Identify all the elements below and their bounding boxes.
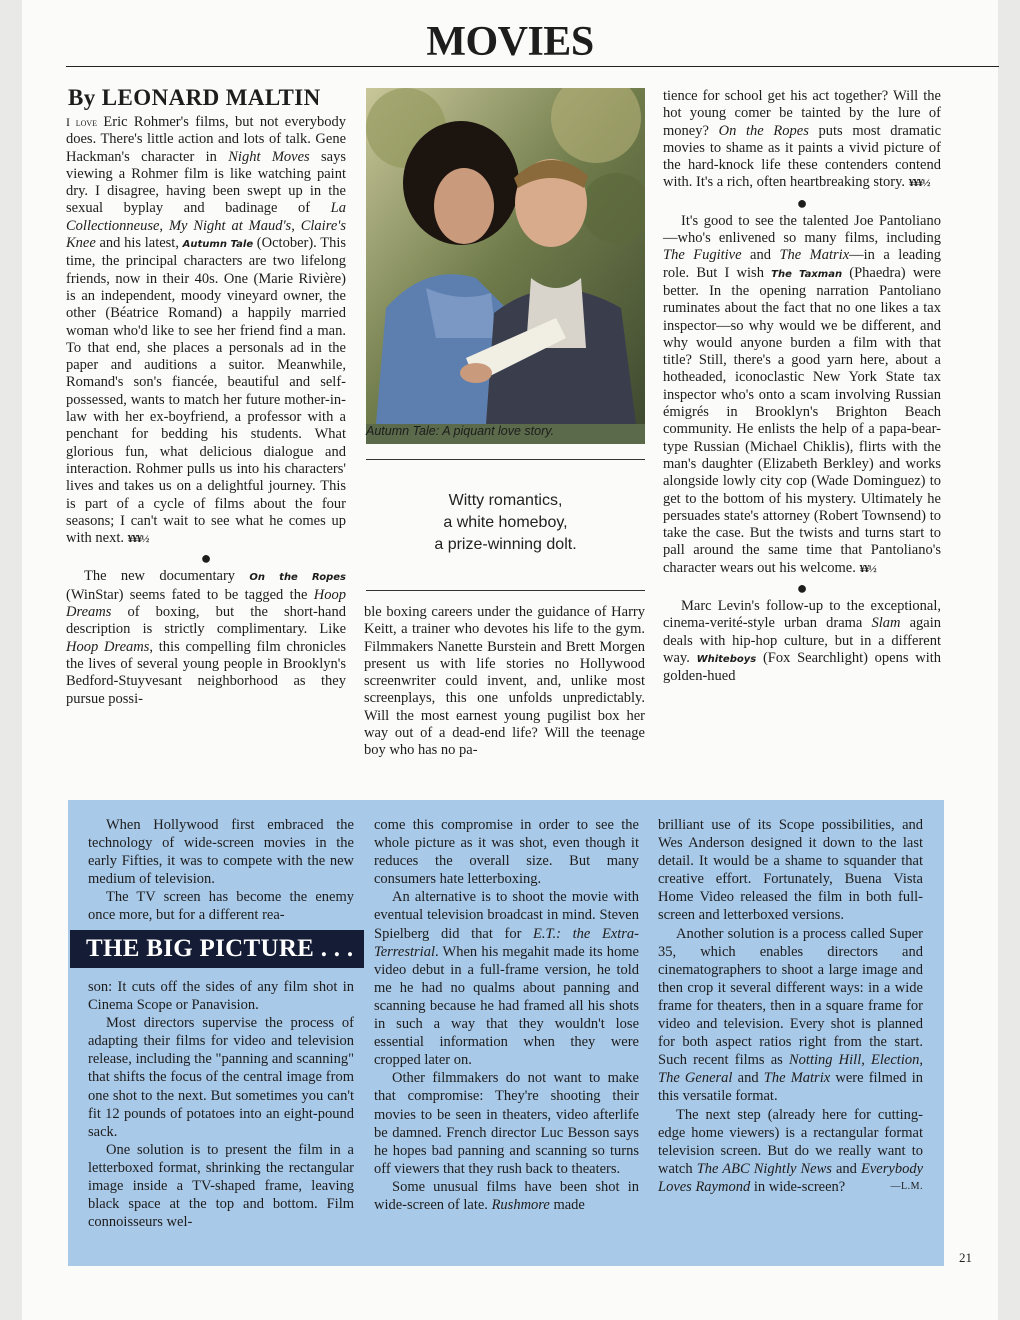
sidebar-paragraph: Another solution is a process called Super 35, which enables directors and cinematographers to shoot a large image and then crop it several different ways: in a wide frame for theaters, then in a square frame for video and television. Every shot is planned for both aspect ratios right from the start. Such recent films as Notting Hill, Election, The General and The Matrix were filmed in this versatile format. <box>658 925 924 1105</box>
article-column-3 <box>663 88 941 686</box>
paragraph-continued: ble boxing careers under the guidance of Harry Keitt, a trainer who devotes his life to the gym. Filmmakers Nanette Burstein and Brett Morgen present us with life stories no Hollywood screenwriter could invent, and, unlike most screenplays, this one unfolds unpredictably. Will the most earnest young pugilist box her way out of a dead-end life? Will the teenage boy who has no pa- <box>364 604 645 759</box>
pullquote-rule-top <box>366 459 645 460</box>
rating-stars: ¥¥¥½ <box>908 177 930 190</box>
sidebar-paragraph: brilliant use of its Scope possibilities, and Wes Anderson designed it down to the last detail. It would be a shame to squander that creative effort. Fortunately, Buena Vista Home Video released the film in both full-screen and letterboxed versions. <box>658 817 923 924</box>
author-initials: —L.M. <box>890 1180 923 1192</box>
sidebar-column-2 <box>374 816 639 1214</box>
sidebar-paragraph: The next step (already here for cutting-edge home viewers) is a rectangular format television screen. But do we really want to watch The ABC Nightly News and Everybody Loves Raymond in wide-screen? —L.M. <box>658 1106 924 1195</box>
page-number: 21 <box>959 1250 972 1265</box>
section-separator-dot: ● <box>200 548 212 569</box>
sidebar-paragraph: Most directors supervise the process of adapting their films for video and television release, including the "panning and scanning" that shifts the focus of the central image from one shot to the next. But sometimes you can't fit 12 pounds of potatoes into an eight-pound sack. <box>88 1015 354 1140</box>
pullquote-line: Witty romantics, <box>448 492 563 509</box>
paragraph-taxman: It's good to see the talented Joe Pantoliano—who's enlivened so many films, including The Fugitive and The Matrix—in a leading role. But I wish The Taxman (Phaedra) were better. In the opening narration Pantoliano ruminates about the fact that no one likes a tax inspector—so why would we be different, and why would anyone burden a film with that title? Still, there's a good yarn here, about a hotheaded, iconoclastic New York State tax inspector who's onto a scam involving Russian émigrés in Brooklyn's Brighton Beach community. He enlists the help of a papa-bear-type Russian (Michael Chiklis), flirts with the man's daughter (Elizabeth Berkley) and works alongside lowly city cop (Wade Dominguez) to get to the bottom of his mystery. Ultimately he persuades state's attorney (Robert Townsend) to take the case. But the twists and turns start to pall around the same time that Pantoliano's character wears out his welcome. ¥¥½ <box>663 212 941 576</box>
film-title-autumn-tale: Autumn Tale <box>182 239 254 251</box>
paragraph-whiteboys: Marc Levin's follow-up to the exceptional, cinema-verité-style urban drama Slam again deals with hip-hop culture, but in a different way. Whiteboys (Fox Searchlight) opens with golden-hued <box>663 598 941 685</box>
sidebar-column-1-bottom <box>88 978 354 1231</box>
pullquote <box>366 490 645 556</box>
sidebar-paragraph: come this compromise in order to see the whole picture as it was shot, even though it reduces the overall size. But many consumers hate letterboxing. <box>374 817 639 888</box>
sidebar-paragraph: An alternative is to shoot the movie with eventual television broadcast in mind. Steven Spielberg did that for E.T.: the Extra-Terrestrial. When his megahit made its home video debut in a full-frame version, he told me he had no qualms about panning and scanning because he had framed all his shots in such a way that they wouldn't lose essential information when they were cropped later on. <box>374 889 639 1069</box>
pullquote-line: a prize-winning dolt. <box>434 536 577 553</box>
sidebar-column-3 <box>658 816 923 1196</box>
photo-caption: Autumn Tale: A piquant love story. <box>366 424 555 438</box>
article-column-1 <box>66 114 346 708</box>
section-title: MOVIES <box>426 19 594 65</box>
film-still-photo <box>366 88 645 444</box>
paragraph-autumn-tale: I love Eric Rohmer's films, but not everybody does. There's little action and lots of talk. Gene Hackman's character in Night Moves says viewing a Rohmer film is like watching paint dry. I disagree, having been swept up in the sexual byplay and badinage of La Collectionneuse, My Night at Maud's, Claire's Knee and his latest, Autumn Tale (October). This time, the principal characters are two lifelong friends, now in their 40s. One (Marie Rivière) is an independent, moody vineyard owner, the other (Béatrice Romand) a happily married woman who'd like to see her friend find a man. To that end, she places a personals ad in the paper and auditions a suitor. Meanwhile, Romand's son's fiancée, beautiful and self-possessed, wants to match her future mother-in-law with her ex-boyfriend, a professor with a penchant for bedding his students. What glorious fun, what delicious dialogue and interaction. Rohmer pulls us into his characters' lives and takes us on a delightful journey. This is part of a cycle of films about the four seasons; I can't wait to see what he comes up with next. ¥¥¥½ <box>66 114 347 547</box>
paragraph-on-the-ropes: The new documentary On the Ropes (WinStar) seems fated to be tagged the Hoop Dreams of boxing, but the short-hand description is strictly complimentary. Like Hoop Dreams, this compelling film chronicles the lives of several young people in Brooklyn's Bedford-Stuyvesant neighborhood as they pursue possi- <box>66 568 346 707</box>
section-separator-dot: ● <box>796 192 808 213</box>
sidebar-paragraph: One solution is to present the film in a letterboxed format, shrinking the rectangular image inside a TV-shaped frame, leaving black space at the top and bottom. Film connoisseurs wel- <box>88 1141 354 1231</box>
sidebar-paragraph: son: It cuts off the sides of any film shot in Cinema Scope or Panavision. <box>88 979 354 1014</box>
sidebar-paragraph: Other filmmakers do not want to make that compromise: They're shooting their movies to be seen in theaters, video afterlife be damned. French director Luc Besson says he hopes bad panning and scanning so turns off viewers that they rush back to theaters. <box>374 1070 639 1177</box>
rating-stars: ¥¥¥½ <box>127 533 149 546</box>
section-separator-dot: ● <box>796 578 808 599</box>
pullquote-line: a white homeboy, <box>443 514 568 531</box>
rating-stars: ¥¥½ <box>859 562 876 575</box>
sidebar-paragraph: When Hollywood first embraced the technology of wide-screen movies in the early Fifties, it was to compete with the new medium of television. <box>88 817 354 888</box>
pullquote-rule-bottom <box>366 590 645 591</box>
sidebar-paragraph: The TV screen has become the enemy once more, but for a different rea- <box>88 889 354 924</box>
sidebar-heading: THE BIG PICTURE . . . <box>70 930 364 968</box>
magazine-page <box>22 0 998 1320</box>
sidebar-column-1-top <box>88 816 354 925</box>
paragraph-on-the-ropes-cont: tience for school get his act together? Will the hot young comer be tainted by the lure of money? On the Ropes puts most dramatic movies to shame as it paints a vivid picture of the hard-knock life these contenders contend with. It's a rich, often heartbreaking story. ¥¥¥½ <box>663 88 941 191</box>
article-column-2 <box>364 604 645 760</box>
sidebar-paragraph: Some unusual films have been shot in wide-screen of late. Rushmore made <box>374 1178 639 1213</box>
header-rule <box>66 66 999 67</box>
byline: By LEONARD MALTIN <box>68 85 321 110</box>
